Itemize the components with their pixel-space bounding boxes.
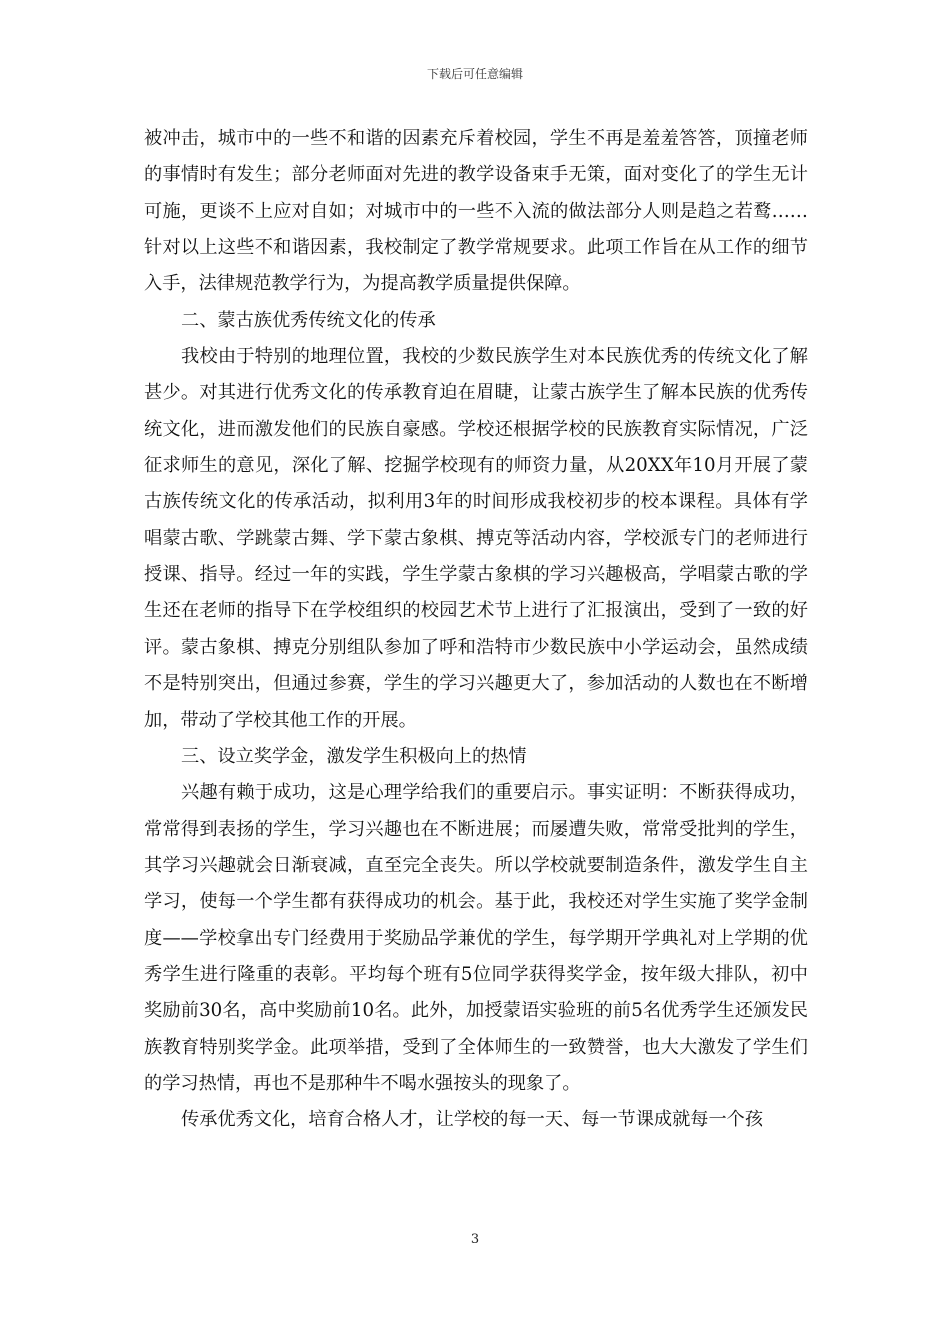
paragraph-scholarship: 兴趣有赖于成功，这是心理学给我们的重要启示。事实证明：不断获得成功，常常得到表扬的学生，学习兴趣也在不断进展；而屡遭失败，常常受批判的学生，其学习兴趣就会日渐衰减，直至完全丧失。所以学校就要制造条件，激发学生自主学习，使每一个学生都有获得成功的机会。基于此，我校还对学生实施了奖学金制度——学校拿出专门经费用于奖励品学兼优的学生，每学期开学典礼对上学期的优秀学生进行隆重的表彰。平均每个班有5位同学获得奖学金，按年级大排队，初中奖励前30名，高中奖励前10名。此外，加授蒙语实验班的前5名优秀学生还颁发民族教育特别奖学金。此项举措，受到了全体师生的一致赞誉，也大大激发了学生们的学习热情，再也不是那种牛不喝水强按头的现象了。 [144,782,808,1094]
page-number: 3 [470,1232,480,1247]
paragraph-closing: 传承优秀文化，培育合格人才，让学校的每一天、每一节课成就每一个孩 [181,1109,764,1131]
paragraph-continued: 被冲击，城市中的一些不和谐的因素充斥着校园，学生不再是羞羞答答，顶撞老师的事情时有发生；部分老师面对先进的教学设备束手无策，面对变化了的学生无计可施，更谈不上应对自如；对城市中的一些不入流的做法部分人则是趋之若鹜……针对以上这些不和谐因素，我校制定了教学常规要求。此项工作旨在从工作的细节入手，法律规范教学行为，为提高教学质量提供保障。 [144,128,808,295]
page-header: 下载后可任意编辑 [426,67,523,81]
document-body [144,121,808,1139]
paragraph-mongolian-culture: 我校由于特别的地理位置，我校的少数民族学生对本民族优秀的传统文化了解甚少。对其进行优秀文化的传承教育迫在眉睫，让蒙古族学生了解本民族的优秀传统文化，进而激发他们的民族自豪感。学校还根据学校的民族教育实际情况，广泛征求师生的意见，深化了解、挖掘学校现有的师资力量，从20XX年10月开展了蒙古族传统文化的传承活动，拟利用3年的时间形成我校初步的校本课程。具体有学唱蒙古歌、学跳蒙古舞、学下蒙古象棋、搏克等活动内容，学校派专门的老师进行授课、指导。经过一年的实践，学生学蒙古象棋的学习兴趣极高，学唱蒙古歌的学生还在老师的指导下在学校组织的校园艺术节上进行了汇报演出，受到了一致的好评。蒙古象棋、搏克分别组队参加了呼和浩特市少数民族中小学运动会，虽然成绩不是特别突出，但通过参赛，学生的学习兴趣更大了，参加活动的人数也在不断增加，带动了学校其他工作的开展。 [144,346,808,731]
section-heading-3: 三、设立奖学金，激发学生积极向上的热情 [181,745,527,767]
section-heading-2: 二、蒙古族优秀传统文化的传承 [181,309,436,331]
